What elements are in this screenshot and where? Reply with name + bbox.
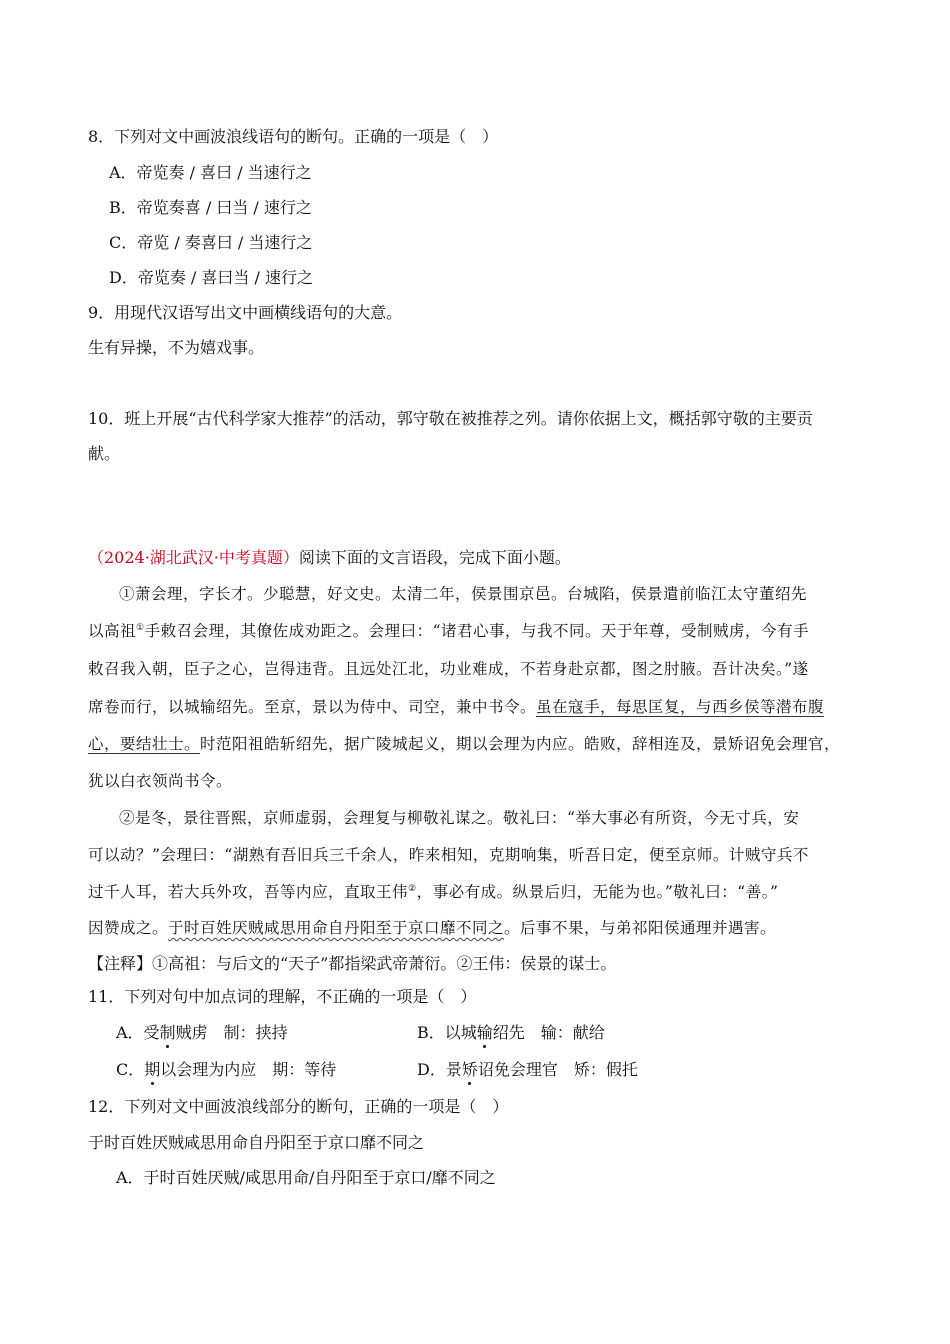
emphasis-char-a: 制: [159, 1023, 176, 1042]
q12-stem: 12．下列对文中画波浪线部分的断句，正确的一项是（ ）: [88, 1097, 509, 1116]
annotation-note: 【注释】①高祖：与后文的“天子”都指梁武帝萧衍。②王伟：侯景的谋士。: [88, 954, 617, 973]
p1-line-2: [88, 621, 809, 641]
passage-intro: 阅读下面的文言语段，完成下面小题。: [298, 548, 571, 567]
p2-line-3: [88, 882, 778, 902]
p1-line-2b: 手敕召会理，其僚佐成劝距之。会理曰：“诸君心事，与我不同。天于年尊，受制贼虏，今有手: [144, 622, 810, 640]
passage-heading: [88, 548, 571, 568]
q11-option-b: [417, 1023, 605, 1043]
p2-line-2: 可以动？”会理曰：“湖熟有吾旧兵三千余人，昨来相知，克期响集，听吾日定，便至京师。计贼守兵不: [88, 846, 809, 864]
q11-d-pre: D．景: [417, 1060, 462, 1079]
q11-option-c: [116, 1060, 336, 1080]
p2-line-1: ②是冬，景往晋熙，京师虚弱，会理复与柳敬礼谋之。敬礼曰：“举大事必有所资，今无寸兵，安: [119, 809, 800, 827]
q10-line-1: 10．班上开展“古代科学家大推荐”的活动，郭守敬在被推荐之列。请你依据上文，概括郭守敬的主要贡: [88, 409, 813, 428]
q11-option-a: [116, 1023, 288, 1043]
q9-sentence: 生有异操，不为嬉戏事。: [88, 338, 265, 357]
q11-a-post: 贼虏 制：挟持: [175, 1023, 288, 1042]
source-tag: （2024·湖北武汉·中考真题）: [88, 548, 299, 567]
p1-line-4: [88, 697, 824, 717]
q12-option-a: A．于时百姓厌贼/咸思用命/自丹阳至于京口/靡不同之: [116, 1168, 496, 1187]
p1-line-5b: 时范阳祖皓斩绍先，据广陵城起义，期以会理为内应。皓败，辞相连及，景矫诏免会理官，: [200, 735, 841, 753]
p1-line-1: ①萧会理，字长才。少聪慧，好文史。太清二年，侯景围京邑。台城陷，侯景遣前临江太守董绍先: [119, 585, 808, 603]
q9-stem: 9．用现代汉语写出文中画横线语句的大意。: [88, 303, 403, 322]
p1-line-3: 敕召我入朝，臣子之心，岂得违背。且远处江北，功业难成，不若身赴京都，图之肘腋。吾计决矣。”遂: [88, 660, 809, 678]
p1-line-5: [88, 734, 840, 754]
underlined-sentence-part-1: 虽在寇手，每思匡复，与西乡侯等潜布腹: [536, 698, 825, 716]
emphasis-char-c: 期: [144, 1060, 161, 1079]
q8-option-b: B．帝览奏喜 / 曰当 / 速行之: [109, 198, 312, 217]
q8-option-c: C．帝览 / 奏喜曰 / 当速行之: [109, 233, 313, 252]
emphasis-char-d: 矫: [461, 1060, 478, 1079]
q11-c-post: 以会理为内应 期：等待: [160, 1060, 337, 1079]
q11-b-post: 绍先 输：献给: [492, 1023, 605, 1042]
q11-d-post: 诏免会理官 矫：假托: [477, 1060, 638, 1079]
q11-a-pre: A．受: [116, 1023, 160, 1042]
p1-line-6: 犹以白衣领尚书令。: [88, 772, 233, 790]
underlined-sentence-part-2: 心，要结壮士。: [88, 735, 201, 753]
q8-stem: 8．下列对文中画波浪线语句的断句。正确的一项是（ ）: [88, 127, 499, 146]
note-ref-1: ①: [136, 622, 145, 633]
q11-option-d: [417, 1060, 638, 1080]
p1-line-4a: 席卷而行，以城输绍先。至京，景以为侍中、司空，兼中书令。: [88, 698, 537, 716]
q11-b-pre: B．以城: [417, 1023, 477, 1042]
q8-option-a: A．帝览奏 / 喜曰 / 当速行之: [109, 163, 312, 182]
q10-line-2: 献。: [88, 444, 121, 463]
wavy-underlined-sentence: 于时百姓厌贼咸思用命自丹阳至于京口靡不同之: [168, 919, 505, 937]
p2-line-4a: 因赞成之。: [88, 919, 169, 937]
q11-c-pre: C．: [116, 1060, 145, 1079]
p2-line-3b: ，事必有成。纵景后归，无能为也。”敬礼曰：“善。”: [416, 883, 779, 901]
p2-line-3a: 过千人耳，若大兵外攻，吾等内应，直取王伟: [88, 883, 409, 901]
q11-stem: 11．下列对句中加点词的理解，不正确的一项是（ ）: [88, 987, 477, 1006]
p2-line-4: [88, 918, 776, 938]
p2-line-4b: 。后事不果，与弟祁阳侯通理并遇害。: [504, 919, 777, 937]
p1-line-2a: 以高祖: [88, 622, 137, 640]
q8-option-d: D．帝览奏 / 喜曰当 / 速行之: [109, 268, 313, 287]
note-ref-2: ②: [408, 883, 417, 894]
q12-sentence: 于时百姓厌贼咸思用命自丹阳至于京口靡不同之: [88, 1133, 425, 1152]
emphasis-char-b: 输: [476, 1023, 493, 1042]
